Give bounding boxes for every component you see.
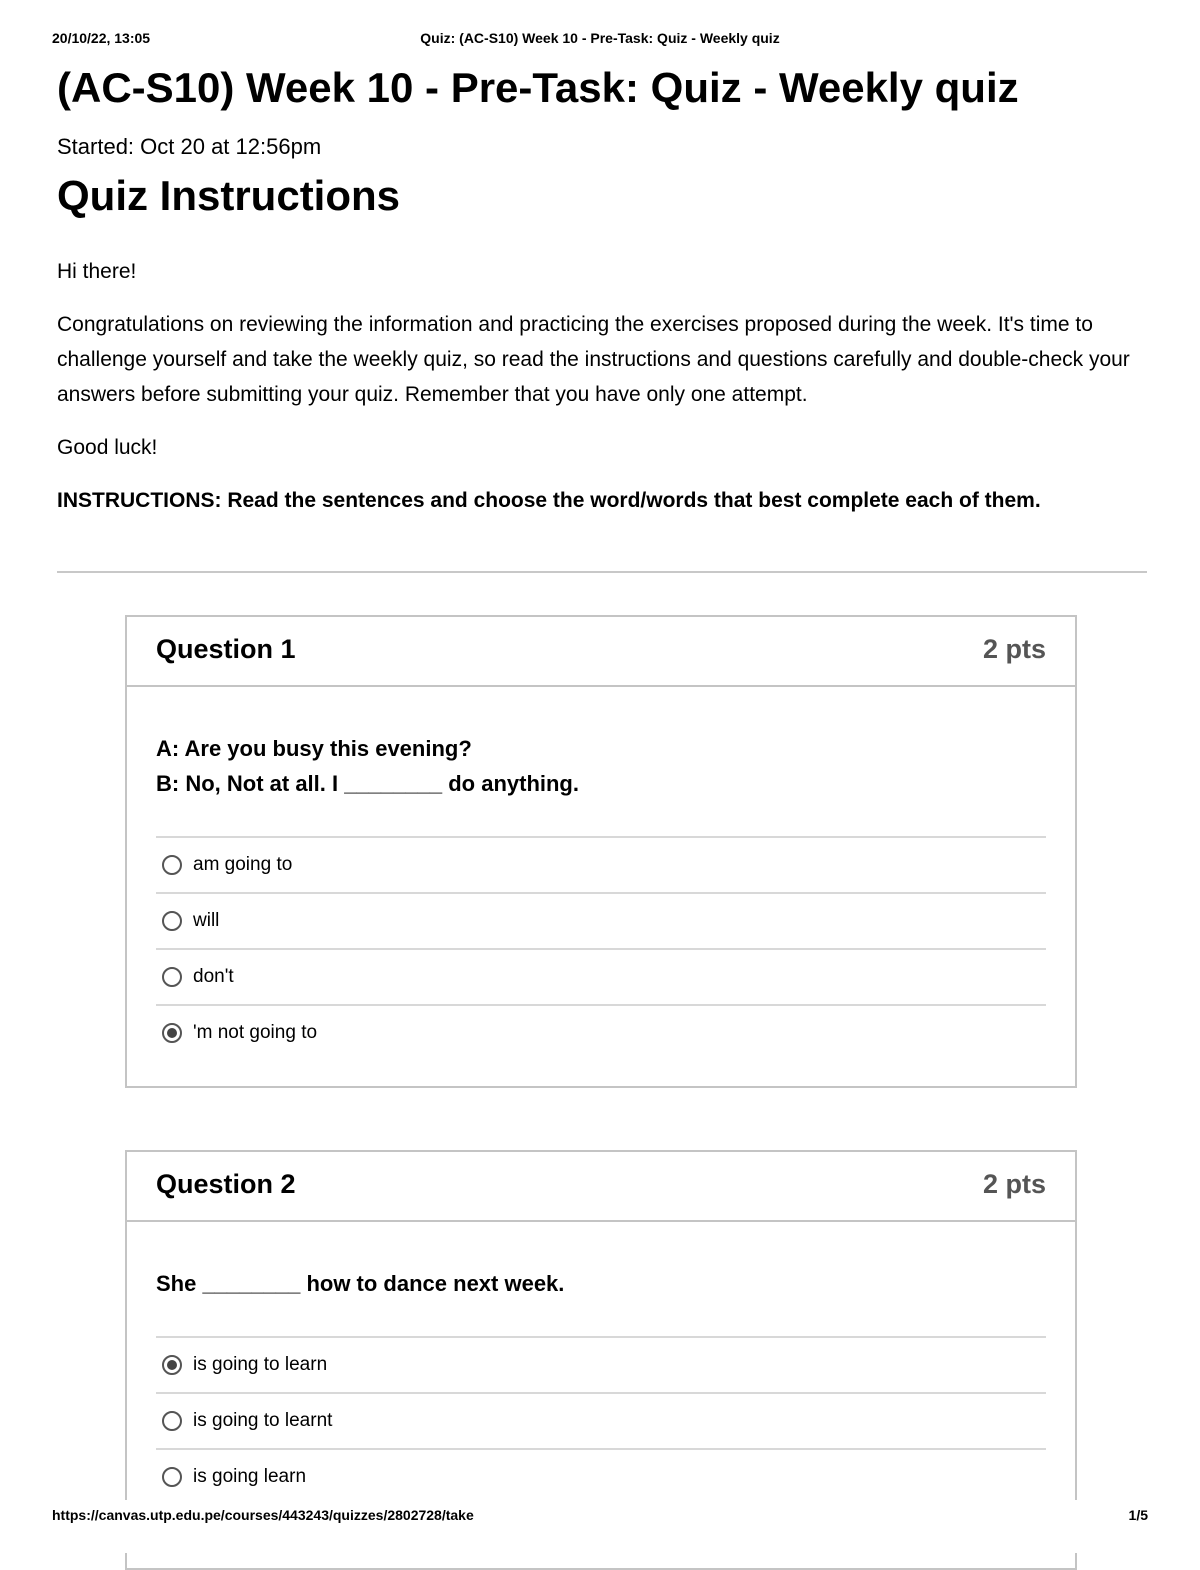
instructions-body-text: Congratulations on reviewing the information and practicing the exercises proposed during the week. It's time to challenge yourself and take the weekly quiz, so read the instructions and questions carefully and double-check your answers before submitting your quiz. Remember that you have only one attempt. (57, 313, 1130, 406)
radio-button[interactable] (162, 911, 182, 931)
answer-list (156, 836, 1046, 1060)
radio-button-selected[interactable] (162, 1023, 182, 1043)
page-title: (AC-S10) Week 10 - Pre-Task: Quiz - Weekly quiz (57, 64, 1019, 111)
section-divider (57, 571, 1147, 573)
radio-button[interactable] (162, 1467, 182, 1487)
print-document-title: Quiz: (AC-S10) Week 10 - Pre-Task: Quiz - Weekly quiz (420, 30, 780, 46)
answer-label: am going to (193, 854, 293, 875)
print-footer (52, 1507, 1148, 1527)
radio-button[interactable] (162, 967, 182, 987)
answer-option[interactable] (156, 1450, 1046, 1504)
answer-list (156, 1336, 1046, 1504)
instructions-directive: INSTRUCTIONS: Read the sentences and choose the word/words that best complete each of them. (57, 489, 1041, 512)
question-text (156, 731, 1046, 801)
question-body (127, 1222, 1075, 1526)
question-text-line: B: No, Not at all. I ________ do anything. (156, 771, 579, 796)
answer-option[interactable] (156, 950, 1046, 1006)
closing-text: Good luck! (57, 436, 158, 459)
question-points: 2 pts (982, 1169, 1046, 1199)
answer-label: 'm not going to (193, 1022, 318, 1043)
question-text-line: A: Are you busy this evening? (156, 736, 472, 761)
answer-option[interactable] (156, 838, 1046, 894)
answer-option[interactable] (156, 1394, 1046, 1450)
question-points: 2 pts (982, 634, 1046, 664)
answer-option[interactable] (156, 1338, 1046, 1394)
radio-button[interactable] (162, 855, 182, 875)
radio-button-selected[interactable] (162, 1355, 182, 1375)
question-header (127, 617, 1075, 687)
answer-option[interactable] (156, 894, 1046, 950)
question-title: Question 2 (156, 1169, 296, 1199)
answer-label: is going to learn (193, 1354, 328, 1375)
question-text-line: She ________ how to dance next week. (156, 1271, 565, 1296)
question-header (127, 1152, 1075, 1222)
quiz-instructions-heading: Quiz Instructions (57, 172, 401, 219)
greeting-text: Hi there! (57, 260, 137, 283)
quiz-started-time: Started: Oct 20 at 12:56pm (57, 134, 322, 159)
answer-option[interactable] (156, 1006, 1046, 1060)
question-card (125, 615, 1077, 1088)
print-date: 20/10/22, 13:05 (52, 30, 151, 46)
print-url: https://canvas.utp.edu.pe/courses/443243/quizzes/2802728/take (52, 1507, 474, 1523)
question-text (156, 1266, 1046, 1301)
print-header (52, 30, 1148, 50)
answer-label: will (193, 910, 220, 931)
quiz-instructions (57, 254, 1147, 536)
question-title: Question 1 (156, 634, 296, 664)
answer-label: is going to learnt (193, 1410, 333, 1431)
answer-label: is going learn (193, 1466, 307, 1487)
print-page-number: 1/5 (1128, 1507, 1148, 1523)
answer-label: don't (193, 966, 234, 987)
radio-button[interactable] (162, 1411, 182, 1431)
question-body (127, 687, 1075, 1082)
